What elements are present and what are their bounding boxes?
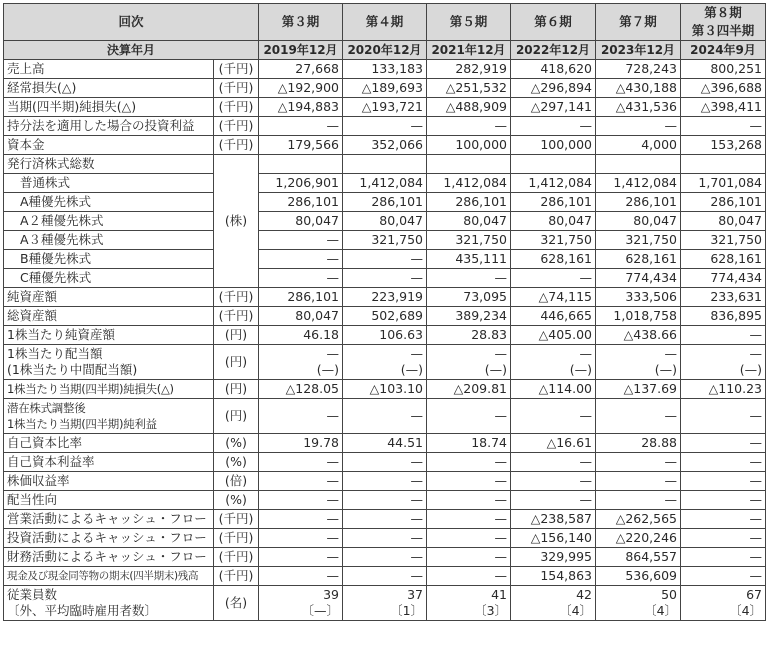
value-cell: 321,750 xyxy=(681,231,766,250)
value-cell: — xyxy=(259,117,343,136)
table-row xyxy=(4,193,766,212)
value-cell: 153,268 xyxy=(681,136,766,155)
row-unit: (千円) xyxy=(214,548,259,567)
value-cell: — xyxy=(343,548,427,567)
row-label: 当期(四半期)純損失(△) xyxy=(4,98,214,117)
table-row xyxy=(4,288,766,307)
value-cell: — xyxy=(343,472,427,491)
row-unit: (千円) xyxy=(214,510,259,529)
row-unit: (名) xyxy=(214,586,259,621)
table-row xyxy=(4,174,766,193)
value-cell xyxy=(596,155,681,174)
row-unit: (千円) xyxy=(214,136,259,155)
value-cell: 1,412,084 xyxy=(596,174,681,193)
row-label: 普通株式 xyxy=(4,174,214,193)
value-cell: — xyxy=(343,567,427,586)
value-cell: — xyxy=(259,529,343,548)
period-header: 第８期 第３四半期 xyxy=(681,4,766,41)
row-label: C種優先株式 xyxy=(4,269,214,288)
value-cell: 100,000 xyxy=(427,136,511,155)
row-label: A２種優先株式 xyxy=(4,212,214,231)
row-unit: (円) xyxy=(214,326,259,345)
value-cell: △251,532 xyxy=(427,79,511,98)
value-cell: 18.74 xyxy=(427,434,511,453)
value-cell: 864,557 xyxy=(596,548,681,567)
table-row xyxy=(4,491,766,510)
value-cell: — xyxy=(511,399,596,434)
value-cell: 286,101 xyxy=(427,193,511,212)
value-cell: 435,111 xyxy=(427,250,511,269)
value-cell: — xyxy=(343,399,427,434)
row-label: 投資活動によるキャッシュ・フロー xyxy=(4,529,214,548)
value-cell: — xyxy=(681,472,766,491)
value-cell: 80,047 xyxy=(427,212,511,231)
row-unit: (千円) xyxy=(214,307,259,326)
value-cell: 37 〔1〕 xyxy=(343,586,427,621)
value-cell: — xyxy=(343,269,427,288)
value-cell: — xyxy=(343,453,427,472)
row-unit: (千円) xyxy=(214,117,259,136)
row-unit: (千円) xyxy=(214,79,259,98)
row-unit: (千円) xyxy=(214,98,259,117)
value-cell: — (—) xyxy=(596,345,681,380)
value-cell: 179,566 xyxy=(259,136,343,155)
value-cell: — xyxy=(681,434,766,453)
date-header: 2023年12月 xyxy=(596,41,681,60)
value-cell: △296,894 xyxy=(511,79,596,98)
value-cell: 800,251 xyxy=(681,60,766,79)
value-cell: 44.51 xyxy=(343,434,427,453)
value-cell: 286,101 xyxy=(259,288,343,307)
table-row xyxy=(4,548,766,567)
row-label: 売上高 xyxy=(4,60,214,79)
date-header: 2020年12月 xyxy=(343,41,427,60)
value-cell: 536,609 xyxy=(596,567,681,586)
period-header-label: 回次 xyxy=(4,4,259,41)
row-unit: (千円) xyxy=(214,288,259,307)
value-cell: — xyxy=(427,548,511,567)
value-cell: 321,750 xyxy=(511,231,596,250)
value-cell: — (—) xyxy=(681,345,766,380)
value-cell: 80,047 xyxy=(259,212,343,231)
value-cell: △405.00 xyxy=(511,326,596,345)
value-cell: △297,141 xyxy=(511,98,596,117)
value-cell: — xyxy=(343,250,427,269)
value-cell: 1,412,084 xyxy=(427,174,511,193)
row-label: 従業員数 〔外、平均臨時雇用者数〕 xyxy=(4,586,214,621)
value-cell: — xyxy=(427,529,511,548)
value-cell: 628,161 xyxy=(596,250,681,269)
value-cell: 728,243 xyxy=(596,60,681,79)
value-cell: — xyxy=(596,117,681,136)
value-cell: △156,140 xyxy=(511,529,596,548)
period-header: 第５期 xyxy=(427,4,511,41)
row-unit: (倍) xyxy=(214,472,259,491)
header-row-period xyxy=(4,4,766,41)
value-cell: — xyxy=(681,399,766,434)
value-cell: — xyxy=(343,117,427,136)
value-cell: △114.00 xyxy=(511,380,596,399)
value-cell: △192,900 xyxy=(259,79,343,98)
row-label: A種優先株式 xyxy=(4,193,214,212)
value-cell: 80,047 xyxy=(596,212,681,231)
financial-summary-table xyxy=(3,3,766,621)
value-cell: — xyxy=(427,117,511,136)
value-cell: 41 〔3〕 xyxy=(427,586,511,621)
value-cell: 154,863 xyxy=(511,567,596,586)
row-label: 株価収益率 xyxy=(4,472,214,491)
value-cell: 1,206,901 xyxy=(259,174,343,193)
date-header: 2024年9月 xyxy=(681,41,766,60)
table-row xyxy=(4,434,766,453)
value-cell: — xyxy=(596,472,681,491)
period-header: 第３期 xyxy=(259,4,343,41)
value-cell: 628,161 xyxy=(511,250,596,269)
value-cell: — xyxy=(259,491,343,510)
row-unit: (千円) xyxy=(214,567,259,586)
value-cell: 19.78 xyxy=(259,434,343,453)
value-cell: △438.66 xyxy=(596,326,681,345)
value-cell: 233,631 xyxy=(681,288,766,307)
value-cell xyxy=(343,155,427,174)
value-cell: — xyxy=(596,399,681,434)
value-cell: 774,434 xyxy=(596,269,681,288)
table-row xyxy=(4,117,766,136)
value-cell: 42 〔4〕 xyxy=(511,586,596,621)
value-cell: 286,101 xyxy=(681,193,766,212)
value-cell: △16.61 xyxy=(511,434,596,453)
value-cell: — xyxy=(259,269,343,288)
value-cell: 286,101 xyxy=(343,193,427,212)
row-label: B種優先株式 xyxy=(4,250,214,269)
value-cell: △398,411 xyxy=(681,98,766,117)
value-cell: 80,047 xyxy=(343,212,427,231)
value-cell: 321,750 xyxy=(596,231,681,250)
period-header: 第６期 xyxy=(511,4,596,41)
value-cell xyxy=(427,155,511,174)
value-cell: 80,047 xyxy=(259,307,343,326)
value-cell: — xyxy=(427,510,511,529)
value-cell: △431,536 xyxy=(596,98,681,117)
value-cell: — xyxy=(259,399,343,434)
value-cell: — xyxy=(427,567,511,586)
value-cell: 352,066 xyxy=(343,136,427,155)
value-cell: △110.23 xyxy=(681,380,766,399)
value-cell: 286,101 xyxy=(511,193,596,212)
value-cell: 50 〔4〕 xyxy=(596,586,681,621)
value-cell: — xyxy=(259,548,343,567)
value-cell: — xyxy=(259,231,343,250)
value-cell: △194,883 xyxy=(259,98,343,117)
table-row xyxy=(4,250,766,269)
row-label: 財務活動によるキャッシュ・フロー xyxy=(4,548,214,567)
value-cell: 321,750 xyxy=(427,231,511,250)
value-cell: 106.63 xyxy=(343,326,427,345)
value-cell: 389,234 xyxy=(427,307,511,326)
header-row-date xyxy=(4,41,766,60)
value-cell: — xyxy=(427,399,511,434)
value-cell: — xyxy=(259,510,343,529)
date-header-label: 決算年月 xyxy=(4,41,259,60)
row-label: 営業活動によるキャッシュ・フロー xyxy=(4,510,214,529)
value-cell: 282,919 xyxy=(427,60,511,79)
value-cell: △103.10 xyxy=(343,380,427,399)
table-row xyxy=(4,136,766,155)
row-label: 純資産額 xyxy=(4,288,214,307)
table-row xyxy=(4,399,766,434)
value-cell: 80,047 xyxy=(511,212,596,231)
value-cell: △396,688 xyxy=(681,79,766,98)
value-cell: △220,246 xyxy=(596,529,681,548)
value-cell: 286,101 xyxy=(259,193,343,212)
value-cell: 446,665 xyxy=(511,307,596,326)
value-cell: — xyxy=(427,269,511,288)
table-row xyxy=(4,345,766,380)
table-row xyxy=(4,231,766,250)
value-cell: — xyxy=(681,117,766,136)
row-label: 1株当たり配当額 (1株当たり中間配当額) xyxy=(4,345,214,380)
value-cell: △430,188 xyxy=(596,79,681,98)
table-row xyxy=(4,98,766,117)
value-cell: — xyxy=(681,567,766,586)
value-cell: — xyxy=(259,472,343,491)
table-row xyxy=(4,60,766,79)
value-cell: — xyxy=(511,117,596,136)
value-cell: 418,620 xyxy=(511,60,596,79)
value-cell: △189,693 xyxy=(343,79,427,98)
value-cell: 28.88 xyxy=(596,434,681,453)
value-cell: — xyxy=(511,269,596,288)
value-cell: — xyxy=(511,453,596,472)
value-cell: 1,412,084 xyxy=(511,174,596,193)
value-cell: — xyxy=(681,510,766,529)
value-cell: 223,919 xyxy=(343,288,427,307)
value-cell: △488,909 xyxy=(427,98,511,117)
table-row xyxy=(4,79,766,98)
row-unit: (円) xyxy=(214,399,259,434)
date-header: 2022年12月 xyxy=(511,41,596,60)
value-cell: 28.83 xyxy=(427,326,511,345)
value-cell: — xyxy=(427,491,511,510)
row-label: 潜在株式調整後 1株当たり当期(四半期)純利益 xyxy=(4,399,214,434)
table-row xyxy=(4,380,766,399)
row-label: A３種優先株式 xyxy=(4,231,214,250)
value-cell: — xyxy=(596,491,681,510)
value-cell: 1,412,084 xyxy=(343,174,427,193)
value-cell: — xyxy=(681,326,766,345)
row-unit: (株) xyxy=(214,155,259,288)
value-cell: — (—) xyxy=(259,345,343,380)
row-unit: (円) xyxy=(214,380,259,399)
value-cell xyxy=(511,155,596,174)
value-cell: — (—) xyxy=(343,345,427,380)
date-header: 2019年12月 xyxy=(259,41,343,60)
value-cell: △238,587 xyxy=(511,510,596,529)
value-cell: — xyxy=(681,453,766,472)
row-unit: (円) xyxy=(214,345,259,380)
row-label: 資本金 xyxy=(4,136,214,155)
table-row xyxy=(4,586,766,621)
row-label: 経常損失(△) xyxy=(4,79,214,98)
table-row xyxy=(4,453,766,472)
value-cell: — xyxy=(511,491,596,510)
row-label: 現金及び現金同等物の期末(四半期末)残高 xyxy=(4,567,214,586)
value-cell: — xyxy=(259,453,343,472)
row-label: 1株当たり純資産額 xyxy=(4,326,214,345)
value-cell: △128.05 xyxy=(259,380,343,399)
table-row xyxy=(4,269,766,288)
value-cell: — (—) xyxy=(427,345,511,380)
value-cell: 1,018,758 xyxy=(596,307,681,326)
value-cell: △209.81 xyxy=(427,380,511,399)
value-cell: — xyxy=(681,548,766,567)
value-cell: △137.69 xyxy=(596,380,681,399)
value-cell: △74,115 xyxy=(511,288,596,307)
value-cell: △193,721 xyxy=(343,98,427,117)
value-cell: 1,701,084 xyxy=(681,174,766,193)
value-cell: — xyxy=(427,472,511,491)
value-cell: — xyxy=(596,453,681,472)
value-cell: 67 〔4〕 xyxy=(681,586,766,621)
table-row xyxy=(4,307,766,326)
table-row xyxy=(4,472,766,491)
table-row xyxy=(4,529,766,548)
row-label: 発行済株式総数 xyxy=(4,155,214,174)
value-cell: — xyxy=(343,510,427,529)
row-label: 自己資本比率 xyxy=(4,434,214,453)
value-cell: 333,506 xyxy=(596,288,681,307)
value-cell: 502,689 xyxy=(343,307,427,326)
value-cell: — xyxy=(427,453,511,472)
table-row xyxy=(4,212,766,231)
value-cell: 27,668 xyxy=(259,60,343,79)
value-cell: — xyxy=(681,491,766,510)
table-row xyxy=(4,155,766,174)
period-header: 第４期 xyxy=(343,4,427,41)
value-cell xyxy=(681,155,766,174)
value-cell: 774,434 xyxy=(681,269,766,288)
row-unit: (千円) xyxy=(214,529,259,548)
row-unit: (%) xyxy=(214,434,259,453)
row-label: 配当性向 xyxy=(4,491,214,510)
row-label: 持分法を適用した場合の投資利益 xyxy=(4,117,214,136)
value-cell: 286,101 xyxy=(596,193,681,212)
table-row xyxy=(4,510,766,529)
row-label: 1株当たり当期(四半期)純損失(△) xyxy=(4,380,214,399)
value-cell: 80,047 xyxy=(681,212,766,231)
value-cell: 100,000 xyxy=(511,136,596,155)
value-cell: — xyxy=(259,250,343,269)
value-cell: 133,183 xyxy=(343,60,427,79)
value-cell: 46.18 xyxy=(259,326,343,345)
value-cell: — xyxy=(343,491,427,510)
value-cell: 4,000 xyxy=(596,136,681,155)
date-header: 2021年12月 xyxy=(427,41,511,60)
value-cell: 73,095 xyxy=(427,288,511,307)
row-label: 自己資本利益率 xyxy=(4,453,214,472)
value-cell: — xyxy=(681,529,766,548)
value-cell: — (—) xyxy=(511,345,596,380)
value-cell xyxy=(259,155,343,174)
value-cell: 321,750 xyxy=(343,231,427,250)
value-cell: — xyxy=(259,567,343,586)
value-cell: 628,161 xyxy=(681,250,766,269)
period-header: 第７期 xyxy=(596,4,681,41)
value-cell: △262,565 xyxy=(596,510,681,529)
row-unit: (%) xyxy=(214,491,259,510)
table-row xyxy=(4,326,766,345)
row-unit: (千円) xyxy=(214,60,259,79)
value-cell: — xyxy=(343,529,427,548)
value-cell: — xyxy=(511,472,596,491)
value-cell: 329,995 xyxy=(511,548,596,567)
value-cell: 39 〔—〕 xyxy=(259,586,343,621)
value-cell: 836,895 xyxy=(681,307,766,326)
row-unit: (%) xyxy=(214,453,259,472)
row-label: 総資産額 xyxy=(4,307,214,326)
table-row xyxy=(4,567,766,586)
